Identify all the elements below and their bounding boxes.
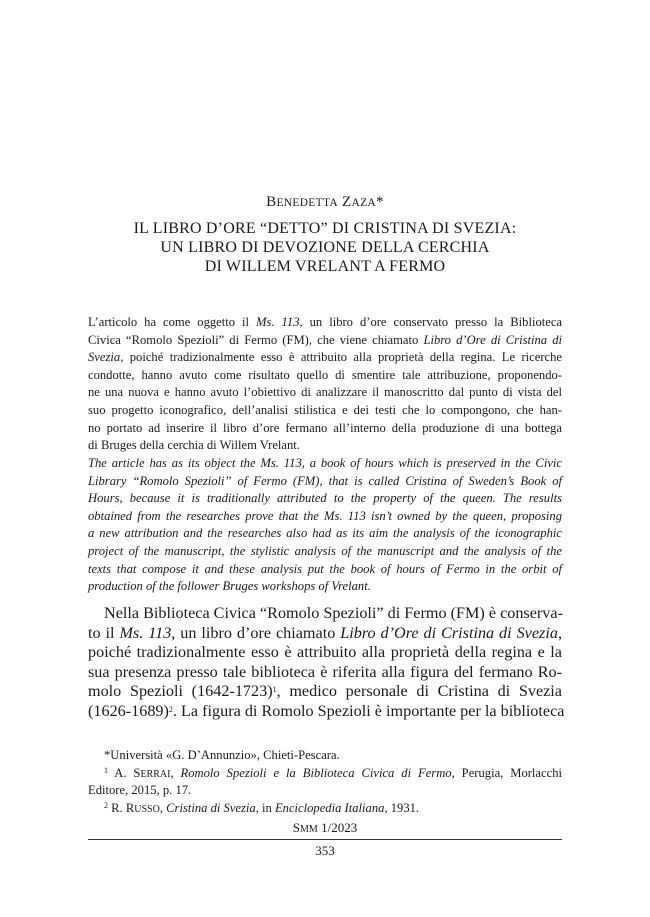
text-run: Enciclopedia Italiana <box>274 800 385 815</box>
footnote-1-cont: Editore, 2015, p. 17. <box>88 783 192 798</box>
abstract-line: texts that compose it and these analysis put the book of hours of Fermo in the orbit of <box>88 561 562 576</box>
footnotes <box>88 747 562 817</box>
footnote-2 <box>88 800 562 818</box>
abstract-line <box>88 332 562 350</box>
footnote-affiliation: *Università «G. D’Annunzio», Chieti-Pescara. <box>104 748 340 762</box>
footnote-ref-2[interactable]: 2 <box>168 704 173 714</box>
abstract-line: no portato ad inserire il libro d’ore fermano all’interno della produzione di una bottega <box>88 420 562 435</box>
text-run: L’articolo ha come oggetto il <box>88 315 257 329</box>
text-run: , un libro d’ore chiamato <box>171 623 341 642</box>
body-line <box>88 701 565 722</box>
title-line: IL LIBRO D’ORE “DETTO” DI CRISTINA DI SVEZIA: <box>133 220 517 237</box>
abstract-line <box>88 349 562 367</box>
author-last-initial: Z <box>342 194 352 210</box>
journal-initial: S <box>292 820 301 835</box>
body-line: sua presenza presso tale biblioteca è riferita alla figura del fermano Ro- <box>88 662 562 681</box>
author-initial: B <box>266 194 277 210</box>
abstract-line: di Bruges della cerchia di Willem Vrelant. <box>88 438 300 453</box>
text-run: , 1931. <box>384 800 420 815</box>
text-run: , medico personale di Cristina di Svezia <box>276 682 562 700</box>
text-run: Libro d’Ore di Cristina di <box>423 332 562 347</box>
author-first-rest: ENEDETTA <box>276 197 338 209</box>
body-paragraph <box>88 604 565 721</box>
text-run: , <box>170 765 181 780</box>
author-footnote-marker: * <box>376 194 384 210</box>
abstract-line: ne una nuova e hanno avuto l’obiettivo di analizzare il manoscritto dal punto di vista del <box>88 385 562 400</box>
journal-rest: MM <box>300 824 318 835</box>
text-run: (1626-1689) <box>88 701 169 720</box>
text-run: R. R <box>111 800 135 815</box>
author-last-rest: AZA <box>351 197 377 209</box>
title-line: DI WILLEM VRELANT A FERMO <box>204 258 446 275</box>
text-run: Ms. 113 <box>119 623 172 642</box>
footnote-number: 1 <box>104 765 108 775</box>
text-run: , un libro d’ore conservato presso la Biblioteca <box>299 315 563 329</box>
body-line <box>88 624 562 644</box>
text-run: Ms. 113 <box>256 315 300 329</box>
body-line <box>88 682 562 702</box>
abstract-line: Library “Romolo Spezioli” of Fermo (FM), that is called Cristina of Sweden’s Book of <box>88 473 562 488</box>
text-run: Civica “Romolo Spezioli” di Fermo (FM), che viene chiamato <box>88 332 424 347</box>
abstract-line: The article has as its object the Ms. 113, a book of hours which is preserved in the Civic <box>88 456 562 470</box>
text-run: , <box>557 623 562 642</box>
text-run: USSO <box>134 803 160 815</box>
journal-issue-number: 1/2023 <box>317 820 358 835</box>
body-line: Nella Biblioteca Civica “Romolo Spezioli” di Fermo (FM) è conserva- <box>104 604 563 622</box>
text-run: ERRAI <box>140 768 171 780</box>
footer-rule <box>88 839 562 840</box>
abstract-line: condotte, hanno avuto come risultato quello di smentire tale attribuzione, proponendo- <box>88 367 562 382</box>
footnote-1 <box>88 765 562 783</box>
text-run: molo Spezioli (1642-1723) <box>88 682 273 700</box>
abstract-italian <box>88 314 562 455</box>
text-run: Svezia <box>88 350 121 365</box>
abstract-english <box>88 455 562 596</box>
author-name <box>0 194 650 211</box>
text-run: Romolo Spezioli e la Biblioteca Civica di Fermo <box>180 765 452 780</box>
text-run: , Perugia, Morlacchi <box>451 765 562 780</box>
footnote-ref-1[interactable]: 1 <box>272 685 277 694</box>
article-title <box>60 219 590 276</box>
journal-issue <box>0 820 650 836</box>
text-run: to il <box>88 623 120 642</box>
abstract-line: Hours, because it is traditionally attributed to the property of the queen. The results <box>88 491 562 506</box>
footnote-number: 2 <box>104 800 108 810</box>
abstract-line: production of the follower Bruges workshops of Vrelant. <box>88 579 371 594</box>
abstract-line: a new attribution and the researches also had as its aim the analysis of the iconographic <box>88 526 562 541</box>
abstract-line: obtained from the researches prove that the Ms. 113 isn’t owned by the queen, proposing <box>88 508 562 523</box>
abstract-line <box>88 314 562 332</box>
text-run: Cristina di Svezia <box>166 800 256 815</box>
abstract-line: project of the manuscript, the stylistic analysis of the manuscript and the analysis of the <box>88 543 562 558</box>
page-number: 353 <box>315 843 335 858</box>
body-line: poiché tradizionalmente esso è attribuito alla proprietà della regina e la <box>88 643 562 661</box>
text-run: A. S <box>114 765 141 780</box>
text-run: , <box>159 800 167 815</box>
title-line: UN LIBRO DI DEVOZIONE DELLA CERCHIA <box>160 239 490 256</box>
text-run: . La figura di Romolo Spezioli è importante per la biblioteca <box>172 701 565 720</box>
abstract-line: suo progetto iconografico, dell’analisi stilistica e dei testi che lo compongono, che han- <box>88 402 562 417</box>
text-run: , poiché tradizionalmente esso è attribuito alla proprietà della regina. Le ricerche <box>120 350 562 365</box>
text-run: , in <box>255 800 275 815</box>
text-run: Libro d’Ore di Cristina di Svezia <box>340 623 558 642</box>
